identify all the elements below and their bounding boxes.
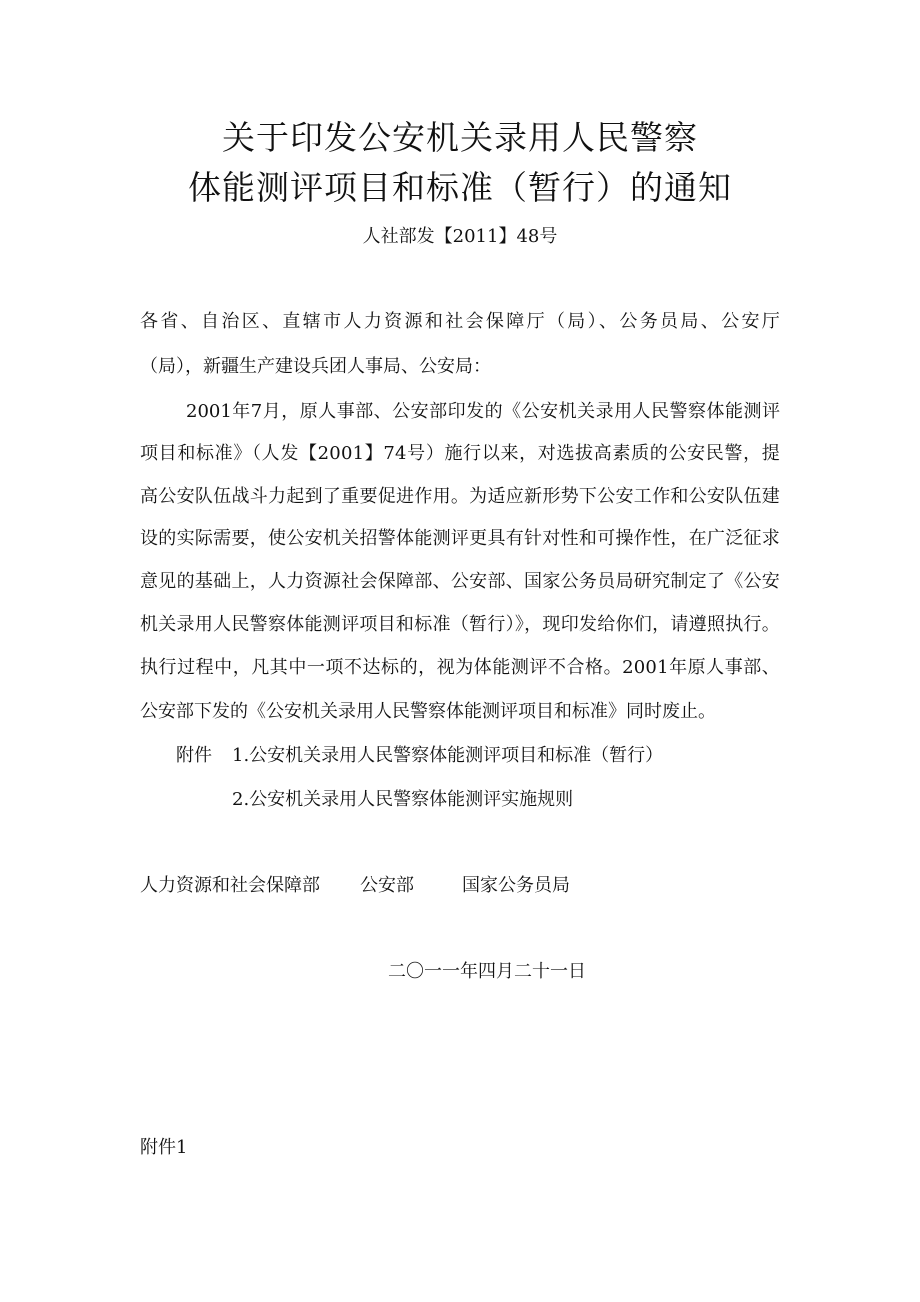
signatory-1: 人力资源和社会保障部 [140, 875, 320, 896]
attachment-item-1: 1.公安机关录用人民警察体能测评项目和标准（暂行） [232, 745, 664, 766]
body-line-6: 机关录用人民警察体能测评项目和标准（暂行）》，现印发给你们，请遵照执行。 [140, 614, 780, 635]
body-line-3: 高公安队伍战斗力起到了重要促进作用。为适应新形势下公安工作和公安队伍建 [140, 486, 780, 507]
signatory-2: 公安部 [360, 875, 414, 896]
appendix-heading: 附件1 [140, 1137, 188, 1158]
signatory-3: 国家公务员局 [462, 875, 570, 896]
body-line-4: 设的实际需要，使公安机关招警体能测评更具有针对性和可操作性，在广泛征求 [140, 528, 780, 549]
body-line-2: 项目和标准》（人发【2001】74号）施行以来，对选拔高素质的公安民警，提 [140, 443, 780, 464]
document-title-line-2: 体能测评项目和标准（暂行）的通知 [188, 168, 732, 207]
body-line-7: 执行过程中，凡其中一项不达标的，视为体能测评不合格。2001年原人事部、 [140, 657, 780, 678]
attachment-item-2: 2.公安机关录用人民警察体能测评实施规则 [232, 789, 574, 810]
body-line-8: 公安部下发的《公安机关录用人民警察体能测评项目和标准》同时废止。 [140, 701, 716, 722]
body-line-1: 2001年7月，原人事部、公安部印发的《公安机关录用人民警察体能测评 [186, 401, 780, 422]
document-number: 人社部发【2011】48号 [362, 226, 558, 247]
document-title-line-1: 关于印发公安机关录用人民警察 [222, 118, 698, 157]
addressee-line-2: （局），新疆生产建设兵团人事局、公安局： [140, 356, 491, 377]
issue-date: 二〇一一年四月二十一日 [388, 961, 586, 982]
attachments-label: 附件 [176, 745, 212, 766]
body-line-5: 意见的基础上，人力资源社会保障部、公安部、国家公务员局研究制定了《公安 [140, 571, 780, 592]
addressee-line-1: 各省、自治区、直辖市人力资源和社会保障厅（局）、公务员局、公安厅 [140, 311, 780, 332]
